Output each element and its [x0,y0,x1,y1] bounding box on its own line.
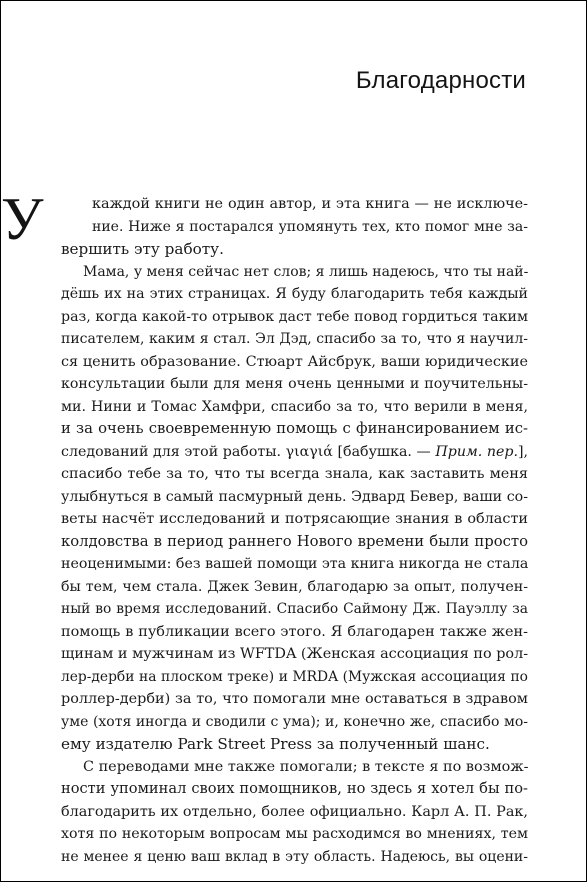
text-line: ми. Нини и Томас Хамфри, спасибо за то, что верили в меня, [61,398,528,415]
page-title: Благодарности [355,67,526,94]
text-line: ние. Ниже я постарался упомянуть тех, кто помог мне за- [92,218,528,235]
text-line: писателем, каким я стал. Эл Дэд, спасибо за то, что я научил- [61,331,528,347]
text-line: дёшь их на этих страницах. Я буду благодарить тебя каждый [61,286,528,302]
text-line: ный во время исследований. Спасибо Саймону Дж. Пауэллу за [61,601,528,617]
text-line: помощь в публикации всего этого. Я благодарен также жен- [61,623,528,640]
text-line: лер-дерби на плоском треке) и MRDA (Мужская ассоциация по [61,668,528,685]
text-line: ему издателю Park Street Press за полученный шанс. [61,735,490,753]
text-line: Мама, у меня сейчас нет слов; я лишь надеюсь, что ты най- [83,263,529,280]
text-line: неоценимыми: без вашей помощи эта книга никогда не стала [61,556,529,572]
text-line: раз, когда какой-то отрывок даст тебе повод гордиться таким [61,308,528,325]
text-line: ности упоминал своих помощников, но здесь я хотел бы по- [61,780,528,797]
text-line: уме (хотя иногда и сводили с ума); и, конечно же, спасибо мо- [61,713,528,730]
text-line: консультации были для меня очень ценными и поучительны- [61,376,528,392]
text-line: спасибо тебе за то, что ты всегда знала, как заставить меня [61,466,528,482]
text-line: колдовства в период раннего Нового времени были просто [61,532,528,550]
text-line: и за очень своевременную помощь с финансированием ис- [61,420,528,437]
text-line: улыбнуться в самый пасмурный день. Эдвард Бевер, ваши со- [61,488,528,505]
text-line: хотя по некоторым вопросам мы расходимся во мнениях, тем [61,826,528,842]
translator-note: Прим. пер. [435,443,518,460]
drop-cap: У [1,186,44,252]
text-line: бы тем, чем стала. Джек Зевин, благодарю за опыт, получен- [61,578,528,595]
text-line: следований для этой работы. γιαγιά [бабушка. — Прим. пер.], [61,443,529,460]
body-text [61,193,528,868]
text-line: роллер-дерби) за то, что помогали мне оставаться в здравом [61,691,528,707]
text-line: каждой книги не один автор, и эта книга — не исключе- [92,196,528,212]
text-line: С переводами мне также помогали; в тексте я по возмож- [83,758,529,775]
text-line: вершить эту работу. [61,240,224,258]
text-line: не менее я ценю ваш вклад в эту область. Надеюсь, вы оцени- [61,848,528,865]
text-line: благодарить их отдельно, более официально. Карл А. П. Рак, [61,803,528,820]
text-line: ся ценить образование. Стюарт Айсбрук, ваши юридические [61,353,528,370]
text-line: веты насчёт исследований и потрясающие знания в области [61,511,528,527]
text-line: щинам и мужчинам из WFTDA (Женская ассоциация по рол- [61,646,529,662]
